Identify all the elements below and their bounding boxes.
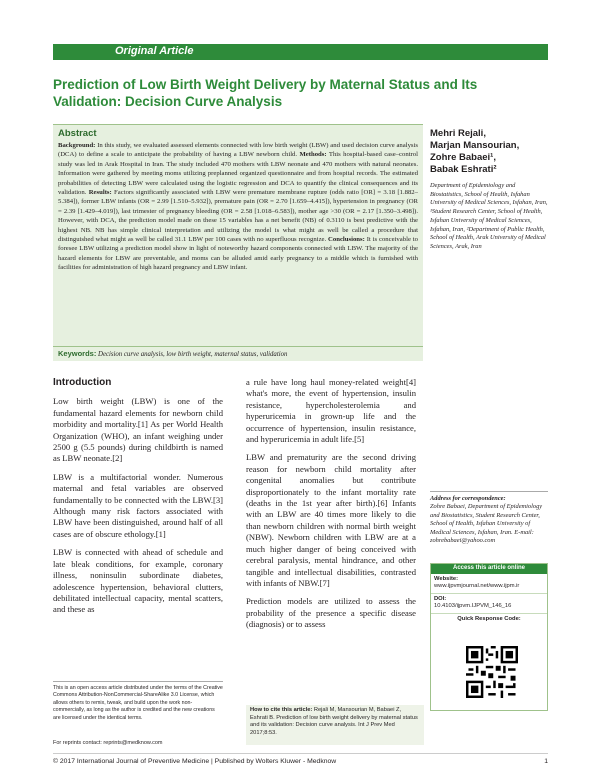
article-type-label: Original Article	[115, 45, 194, 57]
author-name: Zohre Babaei¹,	[430, 152, 496, 163]
doi-label: DOI:	[434, 595, 447, 602]
qr-row	[431, 614, 547, 626]
citation-text: Rejali M, Mansourian M, Babaei Z, Eshrati B. Prediction of low birth weight delivery by maternal status and its validation: Decision curve analysis. Int J Prev Med 2017;8:53.	[250, 707, 418, 736]
correspondence-body: Zohre Babaei, Department of Epidemiology and Biostatistics, Student Research Center, School of Health, Isfahan University of Medical Sciences, Isfahan, Iran. E-mail: zohrebabaei@yahoo.com	[430, 503, 543, 545]
conclusions-text: It is conceivable to foresee LBW utilizing a prediction model show in light of noteworthy hazard components connected with LBW. The majority of the hazard elements for LBW are preventable, and moms can be alluded amid early pregnancy to a middle which is furnished with facilities for administration of high hazard pregnancy and LBW infant.	[58, 236, 418, 272]
section-heading-introduction: Introduction	[53, 377, 112, 388]
conclusions-label: Conclusions:	[328, 236, 365, 244]
body-paragraph: Low birth weight (LBW) is one of the fundamental hazard elements for newborn child morbidity and mortality.[1] As per World Health Organization (WHO), an infant weighing under 2500 g (5.5 pounds) during childbirth is named as LBW neonate.[2]	[53, 396, 223, 464]
keywords-box	[53, 346, 423, 361]
correspondence-block	[430, 491, 548, 545]
body-paragraph: Prediction models are utilized to assess the probability of the presence a specific disease (diagnosis) or to assess	[246, 596, 416, 630]
abstract-text	[58, 141, 418, 273]
abstract-box	[53, 124, 423, 361]
affiliations: Department of Epidemiology and Biostatistics, School of Health, Isfahan University of Medical Sciences, Isfahan, Iran, ¹Student Research Center, School of Health, Isfahan University of Medical Sciences, Isfahan, Iran, ²Department of Public Health, School of Health, Arak University of Medical Sciences, Arak, Iran	[430, 182, 548, 250]
body-column-left	[53, 377, 223, 623]
author-name: Babak Eshrati²	[430, 164, 497, 175]
methods-label: Methods:	[299, 151, 327, 159]
body-paragraph: a rule have long haul money-related weight[4] what's more, the event of hypertension, insulin resistance, hypercholesterolemia and hyperuricemia in grown-up life and the occurrence of hypertension, insulin resistance, and hyperuricemia in adult life.[5]	[246, 377, 416, 445]
page-number: 1	[544, 758, 548, 765]
author-list	[430, 128, 550, 176]
correspondence-heading: Address for correspondence:	[430, 495, 506, 502]
background-text: In this study, we evaluated assessed elements connected with low birth weight (LBW) and used decision curve analysis (DCA) to define a scale to anticipate the probability of having a LBW newborn child.	[58, 142, 418, 159]
footer-divider	[53, 753, 548, 754]
article-type-banner	[53, 44, 548, 60]
doi-row	[431, 594, 547, 614]
body-paragraph: LBW is a multifactorial wonder. Numerous maternal and fetal variables are observed fundamentally to be connected with the LBW.[3] Although many risk factors associated with LBW have been distinguished, around half of all cases are of obscure ethology.[1]	[53, 471, 223, 539]
author-name: Marjan Mansourian,	[430, 140, 520, 151]
body-column-middle	[246, 377, 416, 638]
qr-label: Quick Response Code:	[457, 615, 521, 622]
author-name: Mehri Rejali,	[430, 128, 486, 139]
access-online-box	[430, 563, 548, 711]
methods-text: This hospital-based case–control study was led in Arak Hospital in Iran. The study included 470 mothers with LBW neonate and 470 mothers with natural neonates. Information were gathered by meeting moms utilizing preplanned organized questionnaire and from hospital records. The estimated probabilities of detecting LBW were calculated using the logistic regression and DCA to quantify the clinical consequences and its validation.	[58, 151, 418, 197]
reprints-note: For reprints contact: reprints@medknow.com	[53, 740, 163, 746]
qr-code-icon	[466, 646, 518, 698]
website-label: Website:	[434, 575, 459, 582]
keywords-label: Keywords:	[58, 349, 97, 358]
results-label: Results:	[88, 189, 112, 197]
citation-box	[246, 705, 424, 745]
page-footer	[53, 758, 548, 765]
abstract-heading: Abstract	[58, 128, 97, 139]
website-link[interactable]: www.ijpvmjournal.net/www.ijpm.ir	[434, 583, 520, 590]
doi-link[interactable]: 10.4103/ijpvm.IJPVM_146_16	[434, 603, 512, 610]
results-text: Factors significantly associated with LBW were premature membrane rupture (odds ratio [OR] = 3.18 [1.882–5.384]), former LBW infants (OR = 2.99 [1.510–5.932]), premature pain (OR = 2.70 [1.659–4.415]), hypertension in pregnancy (OR = 2.39 [1.429–4.019]), last trimester of pregnancy bleeding (OR = 2.58 [1.018–6.583]), mother age >30 (OR = 2.17 [1.350–3.498]). However, with DCA, the prediction model made on these 15 variables has a net benefit (NB) of 0.3110 is best predictive with the highest NB. NB has simple clinical interpretation and utilizing the model is what might as well be called a procedure that distinguished what might as well be called 31.1 LBW per 100 cases with no superfluous recognize.	[58, 189, 418, 244]
footer-copyright: © 2017 International Journal of Preventive Medicine | Published by Wolters Kluwer - Medknow	[53, 758, 337, 765]
body-paragraph: LBW and prematurity are the second driving reason for newborn child mortality after congenital anomalies but contribute disproportionately to the infant mortality rate (deaths in the 1st year after birth).[6] Infants with an LBW are 40 times more likely to die than newborn children with normal birth weight (NBW). Newborn children with LBW are at a much higher danger of being conceived with cerebral paralysis, mental hindrance, and other tangible and intellectual disabilities, contrasted with infants of NBW.[7]	[246, 452, 416, 588]
access-heading: Access this article online	[431, 564, 547, 574]
license-note: This is an open access article distributed under the terms of the Creative Commons Attribution-NonCommercial-ShareAlike 3.0 License, which allows others to remix, tweak, and build upon the work non-commercially, as long as the author is credited and the new creations are licensed under the identical terms.	[53, 681, 223, 722]
citation-label: How to cite this article:	[250, 707, 313, 713]
website-row	[431, 574, 547, 594]
background-label: Background:	[58, 142, 96, 149]
keywords-text: Decision curve analysis, low birth weight, maternal status, validation	[96, 351, 288, 358]
article-title: Prediction of Low Birth Weight Delivery by Maternal Status and Its Validation: Decision Curve Analysis	[53, 77, 478, 109]
body-paragraph: LBW is connected with ahead of schedule and late bleak conditions, for example, coronary illness, noninsulin subordinate diabetes, adolescence hypertension, behavioral clutters, debilitated intellectual capacity, mental scatters, and these as	[53, 547, 223, 615]
